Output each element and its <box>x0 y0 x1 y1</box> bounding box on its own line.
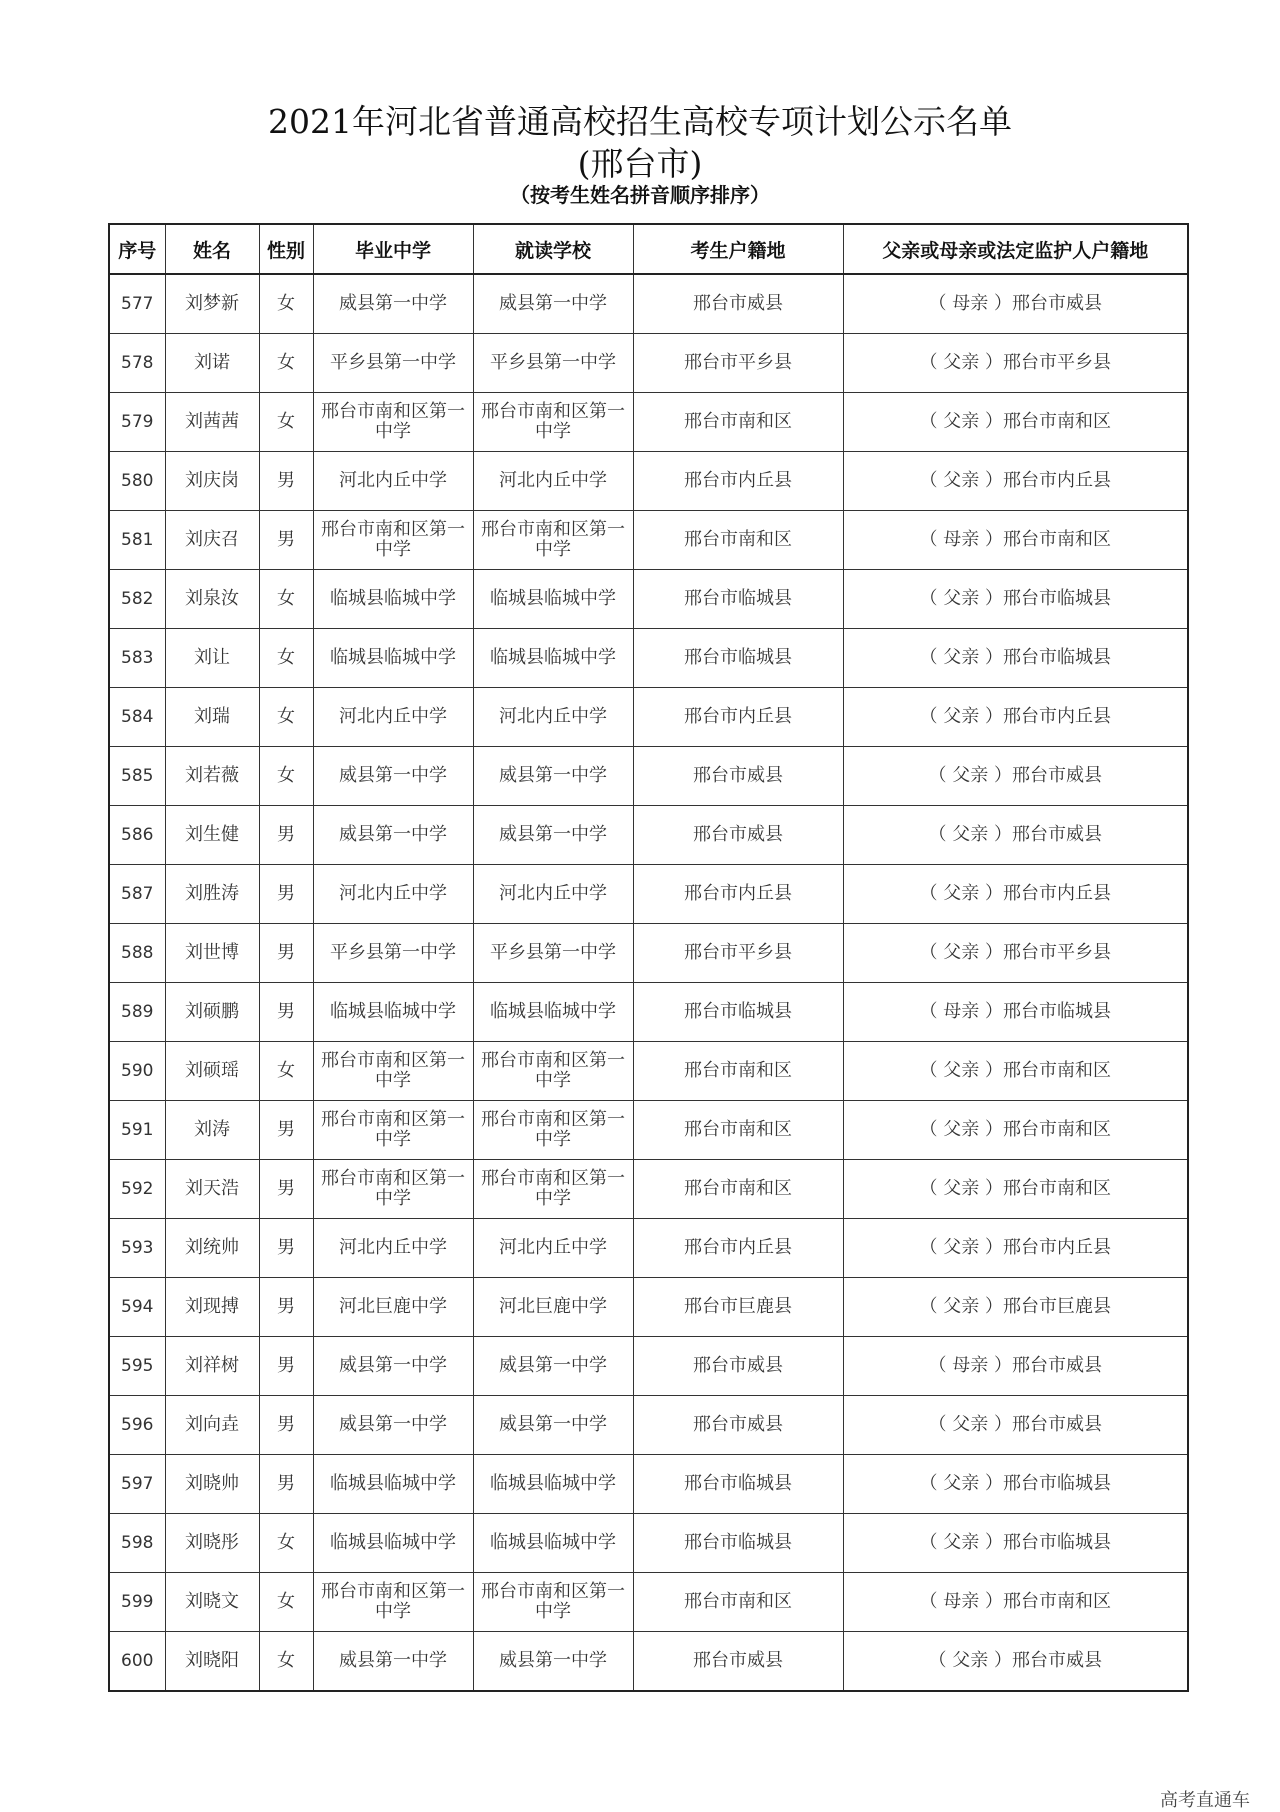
cell-name: 刘晓帅 <box>165 1455 259 1514</box>
cell-guardian-hukou: （ 父亲 ）邢台市临城县 <box>843 570 1188 629</box>
cell-name: 刘庆召 <box>165 511 259 570</box>
cell-seq: 587 <box>109 865 165 924</box>
cell-guardian-hukou: （ 父亲 ）邢台市临城县 <box>843 629 1188 688</box>
cell-graduation-school: 邢台市南和区第一中学 <box>313 1101 473 1160</box>
cell-student-hukou: 邢台市临城县 <box>633 570 843 629</box>
cell-name: 刘梦新 <box>165 274 259 334</box>
cell-student-hukou: 邢台市南和区 <box>633 1101 843 1160</box>
cell-current-school: 河北内丘中学 <box>473 452 633 511</box>
cell-current-school: 威县第一中学 <box>473 1396 633 1455</box>
cell-gender: 女 <box>259 334 313 393</box>
watermark: 高考直通车 <box>1160 1790 1250 1811</box>
cell-graduation-school: 邢台市南和区第一中学 <box>313 1160 473 1219</box>
cell-current-school: 邢台市南和区第一中学 <box>473 393 633 452</box>
table-row <box>109 747 1188 806</box>
cell-student-hukou: 邢台市威县 <box>633 1337 843 1396</box>
cell-current-school: 河北巨鹿中学 <box>473 1278 633 1337</box>
cell-gender: 女 <box>259 747 313 806</box>
cell-student-hukou: 邢台市平乡县 <box>633 334 843 393</box>
cell-guardian-hukou: （ 父亲 ）邢台市内丘县 <box>843 452 1188 511</box>
cell-seq: 581 <box>109 511 165 570</box>
header-row <box>109 224 1188 274</box>
table-row <box>109 1042 1188 1101</box>
cell-student-hukou: 邢台市内丘县 <box>633 865 843 924</box>
cell-name: 刘晓文 <box>165 1573 259 1632</box>
cell-seq: 582 <box>109 570 165 629</box>
cell-graduation-school: 临城县临城中学 <box>313 1455 473 1514</box>
cell-name: 刘让 <box>165 629 259 688</box>
cell-student-hukou: 邢台市临城县 <box>633 629 843 688</box>
cell-current-school: 威县第一中学 <box>473 806 633 865</box>
cell-seq: 594 <box>109 1278 165 1337</box>
cell-graduation-school: 邢台市南和区第一中学 <box>313 1573 473 1632</box>
cell-seq: 580 <box>109 452 165 511</box>
cell-gender: 女 <box>259 570 313 629</box>
table-row <box>109 511 1188 570</box>
table-row <box>109 1455 1188 1514</box>
cell-guardian-hukou: （ 母亲 ）邢台市临城县 <box>843 983 1188 1042</box>
cell-guardian-hukou: （ 父亲 ）邢台市南和区 <box>843 1101 1188 1160</box>
table-row <box>109 393 1188 452</box>
cell-student-hukou: 邢台市威县 <box>633 274 843 334</box>
cell-guardian-hukou: （ 父亲 ）邢台市威县 <box>843 1396 1188 1455</box>
cell-current-school: 临城县临城中学 <box>473 1455 633 1514</box>
cell-graduation-school: 河北内丘中学 <box>313 1219 473 1278</box>
cell-name: 刘硕瑶 <box>165 1042 259 1101</box>
cell-guardian-hukou: （ 母亲 ）邢台市南和区 <box>843 511 1188 570</box>
table-row <box>109 1278 1188 1337</box>
cell-current-school: 河北内丘中学 <box>473 1219 633 1278</box>
cell-current-school: 邢台市南和区第一中学 <box>473 511 633 570</box>
cell-current-school: 河北内丘中学 <box>473 865 633 924</box>
cell-graduation-school: 河北巨鹿中学 <box>313 1278 473 1337</box>
cell-gender: 女 <box>259 1573 313 1632</box>
cell-current-school: 临城县临城中学 <box>473 1514 633 1573</box>
cell-guardian-hukou: （ 母亲 ）邢台市威县 <box>843 274 1188 334</box>
table-row <box>109 1632 1188 1692</box>
cell-current-school: 平乡县第一中学 <box>473 334 633 393</box>
header-gender: 性别 <box>259 224 313 274</box>
header-name: 姓名 <box>165 224 259 274</box>
cell-student-hukou: 邢台市巨鹿县 <box>633 1278 843 1337</box>
cell-graduation-school: 平乡县第一中学 <box>313 334 473 393</box>
cell-name: 刘晓阳 <box>165 1632 259 1692</box>
cell-seq: 592 <box>109 1160 165 1219</box>
table-row <box>109 1101 1188 1160</box>
cell-name: 刘胜涛 <box>165 865 259 924</box>
cell-graduation-school: 河北内丘中学 <box>313 688 473 747</box>
cell-name: 刘诺 <box>165 334 259 393</box>
cell-name: 刘世博 <box>165 924 259 983</box>
cell-graduation-school: 临城县临城中学 <box>313 629 473 688</box>
cell-graduation-school: 邢台市南和区第一中学 <box>313 393 473 452</box>
cell-gender: 男 <box>259 983 313 1042</box>
cell-gender: 男 <box>259 1396 313 1455</box>
cell-graduation-school: 威县第一中学 <box>313 274 473 334</box>
cell-guardian-hukou: （ 父亲 ）邢台市威县 <box>843 806 1188 865</box>
cell-student-hukou: 邢台市威县 <box>633 747 843 806</box>
cell-gender: 女 <box>259 688 313 747</box>
cell-seq: 586 <box>109 806 165 865</box>
cell-guardian-hukou: （ 父亲 ）邢台市威县 <box>843 1632 1188 1692</box>
table-row <box>109 1514 1188 1573</box>
cell-guardian-hukou: （ 母亲 ）邢台市南和区 <box>843 1573 1188 1632</box>
table-row <box>109 1573 1188 1632</box>
header-guardian-hukou: 父亲或母亲或法定监护人户籍地 <box>843 224 1188 274</box>
cell-current-school: 威县第一中学 <box>473 274 633 334</box>
table-row <box>109 806 1188 865</box>
cell-gender: 男 <box>259 452 313 511</box>
cell-graduation-school: 威县第一中学 <box>313 1396 473 1455</box>
header-current-school: 就读学校 <box>473 224 633 274</box>
document-subtitle: (邢台市) <box>577 144 703 183</box>
cell-name: 刘祥树 <box>165 1337 259 1396</box>
cell-gender: 女 <box>259 393 313 452</box>
cell-graduation-school: 河北内丘中学 <box>313 865 473 924</box>
cell-guardian-hukou: （ 父亲 ）邢台市临城县 <box>843 1514 1188 1573</box>
cell-current-school: 威县第一中学 <box>473 747 633 806</box>
cell-student-hukou: 邢台市威县 <box>633 1632 843 1692</box>
cell-student-hukou: 邢台市威县 <box>633 806 843 865</box>
cell-student-hukou: 邢台市临城县 <box>633 1514 843 1573</box>
table-row <box>109 865 1188 924</box>
roster-table <box>108 223 1189 1692</box>
cell-seq: 598 <box>109 1514 165 1573</box>
cell-gender: 男 <box>259 1101 313 1160</box>
cell-current-school: 邢台市南和区第一中学 <box>473 1573 633 1632</box>
cell-name: 刘泉汝 <box>165 570 259 629</box>
cell-seq: 599 <box>109 1573 165 1632</box>
cell-current-school: 邢台市南和区第一中学 <box>473 1160 633 1219</box>
cell-student-hukou: 邢台市临城县 <box>633 983 843 1042</box>
cell-seq: 585 <box>109 747 165 806</box>
cell-seq: 595 <box>109 1337 165 1396</box>
cell-current-school: 邢台市南和区第一中学 <box>473 1101 633 1160</box>
cell-graduation-school: 平乡县第一中学 <box>313 924 473 983</box>
cell-name: 刘硕鹏 <box>165 983 259 1042</box>
cell-guardian-hukou: （ 父亲 ）邢台市南和区 <box>843 1042 1188 1101</box>
cell-student-hukou: 邢台市南和区 <box>633 393 843 452</box>
cell-seq: 596 <box>109 1396 165 1455</box>
cell-seq: 577 <box>109 274 165 334</box>
cell-gender: 男 <box>259 924 313 983</box>
cell-name: 刘瑞 <box>165 688 259 747</box>
cell-guardian-hukou: （ 父亲 ）邢台市威县 <box>843 747 1188 806</box>
cell-student-hukou: 邢台市南和区 <box>633 1160 843 1219</box>
cell-guardian-hukou: （ 父亲 ）邢台市南和区 <box>843 393 1188 452</box>
cell-graduation-school: 邢台市南和区第一中学 <box>313 511 473 570</box>
cell-gender: 女 <box>259 629 313 688</box>
cell-graduation-school: 临城县临城中学 <box>313 983 473 1042</box>
cell-seq: 578 <box>109 334 165 393</box>
cell-name: 刘茜茜 <box>165 393 259 452</box>
table-row <box>109 452 1188 511</box>
cell-gender: 男 <box>259 1160 313 1219</box>
cell-guardian-hukou: （ 父亲 ）邢台市南和区 <box>843 1160 1188 1219</box>
cell-guardian-hukou: （ 父亲 ）邢台市巨鹿县 <box>843 1278 1188 1337</box>
table-row <box>109 688 1188 747</box>
cell-student-hukou: 邢台市临城县 <box>633 1455 843 1514</box>
cell-current-school: 临城县临城中学 <box>473 570 633 629</box>
cell-student-hukou: 邢台市南和区 <box>633 1573 843 1632</box>
cell-seq: 579 <box>109 393 165 452</box>
cell-seq: 583 <box>109 629 165 688</box>
cell-guardian-hukou: （ 父亲 ）邢台市平乡县 <box>843 334 1188 393</box>
cell-graduation-school: 威县第一中学 <box>313 1632 473 1692</box>
cell-graduation-school: 威县第一中学 <box>313 806 473 865</box>
cell-student-hukou: 邢台市内丘县 <box>633 452 843 511</box>
header-seq: 序号 <box>109 224 165 274</box>
cell-name: 刘统帅 <box>165 1219 259 1278</box>
cell-student-hukou: 邢台市威县 <box>633 1396 843 1455</box>
table-row <box>109 1337 1188 1396</box>
cell-gender: 女 <box>259 1042 313 1101</box>
cell-current-school: 河北内丘中学 <box>473 688 633 747</box>
cell-current-school: 临城县临城中学 <box>473 983 633 1042</box>
header-student-hukou: 考生户籍地 <box>633 224 843 274</box>
cell-gender: 男 <box>259 1337 313 1396</box>
cell-gender: 男 <box>259 1278 313 1337</box>
cell-name: 刘涛 <box>165 1101 259 1160</box>
cell-graduation-school: 临城县临城中学 <box>313 570 473 629</box>
cell-gender: 男 <box>259 1219 313 1278</box>
cell-seq: 589 <box>109 983 165 1042</box>
table-row <box>109 570 1188 629</box>
cell-current-school: 邢台市南和区第一中学 <box>473 1042 633 1101</box>
cell-gender: 男 <box>259 1455 313 1514</box>
cell-guardian-hukou: （ 父亲 ）邢台市临城县 <box>843 1455 1188 1514</box>
cell-gender: 男 <box>259 865 313 924</box>
roster-body <box>109 274 1188 1691</box>
cell-student-hukou: 邢台市平乡县 <box>633 924 843 983</box>
table-row <box>109 1219 1188 1278</box>
cell-guardian-hukou: （ 父亲 ）邢台市平乡县 <box>843 924 1188 983</box>
header-graduation-school: 毕业中学 <box>313 224 473 274</box>
cell-gender: 女 <box>259 1514 313 1573</box>
cell-student-hukou: 邢台市南和区 <box>633 1042 843 1101</box>
cell-seq: 597 <box>109 1455 165 1514</box>
cell-current-school: 威县第一中学 <box>473 1632 633 1692</box>
cell-name: 刘生健 <box>165 806 259 865</box>
cell-guardian-hukou: （ 父亲 ）邢台市内丘县 <box>843 1219 1188 1278</box>
cell-seq: 593 <box>109 1219 165 1278</box>
cell-graduation-school: 临城县临城中学 <box>313 1514 473 1573</box>
sort-note: （按考生姓名拼音顺序排序） <box>510 183 770 207</box>
cell-guardian-hukou: （ 母亲 ）邢台市威县 <box>843 1337 1188 1396</box>
cell-guardian-hukou: （ 父亲 ）邢台市内丘县 <box>843 688 1188 747</box>
cell-gender: 男 <box>259 806 313 865</box>
cell-guardian-hukou: （ 父亲 ）邢台市内丘县 <box>843 865 1188 924</box>
cell-seq: 600 <box>109 1632 165 1692</box>
cell-graduation-school: 威县第一中学 <box>313 747 473 806</box>
cell-name: 刘向垚 <box>165 1396 259 1455</box>
cell-current-school: 平乡县第一中学 <box>473 924 633 983</box>
table-row <box>109 629 1188 688</box>
cell-seq: 590 <box>109 1042 165 1101</box>
table-row <box>109 1160 1188 1219</box>
cell-gender: 女 <box>259 1632 313 1692</box>
cell-name: 刘晓彤 <box>165 1514 259 1573</box>
cell-name: 刘现搏 <box>165 1278 259 1337</box>
table-row <box>109 1396 1188 1455</box>
table-row <box>109 924 1188 983</box>
table-row <box>109 334 1188 393</box>
cell-graduation-school: 邢台市南和区第一中学 <box>313 1042 473 1101</box>
cell-student-hukou: 邢台市内丘县 <box>633 688 843 747</box>
cell-student-hukou: 邢台市南和区 <box>633 511 843 570</box>
cell-seq: 591 <box>109 1101 165 1160</box>
cell-name: 刘若薇 <box>165 747 259 806</box>
cell-graduation-school: 河北内丘中学 <box>313 452 473 511</box>
table-row <box>109 274 1188 334</box>
cell-current-school: 威县第一中学 <box>473 1337 633 1396</box>
cell-graduation-school: 威县第一中学 <box>313 1337 473 1396</box>
table-row <box>109 983 1188 1042</box>
cell-gender: 男 <box>259 511 313 570</box>
cell-current-school: 临城县临城中学 <box>473 629 633 688</box>
cell-name: 刘庆岗 <box>165 452 259 511</box>
cell-name: 刘天浩 <box>165 1160 259 1219</box>
cell-seq: 584 <box>109 688 165 747</box>
cell-gender: 女 <box>259 274 313 334</box>
document-title: 2021年河北省普通高校招生高校专项计划公示名单 <box>268 102 1012 141</box>
cell-student-hukou: 邢台市内丘县 <box>633 1219 843 1278</box>
cell-seq: 588 <box>109 924 165 983</box>
